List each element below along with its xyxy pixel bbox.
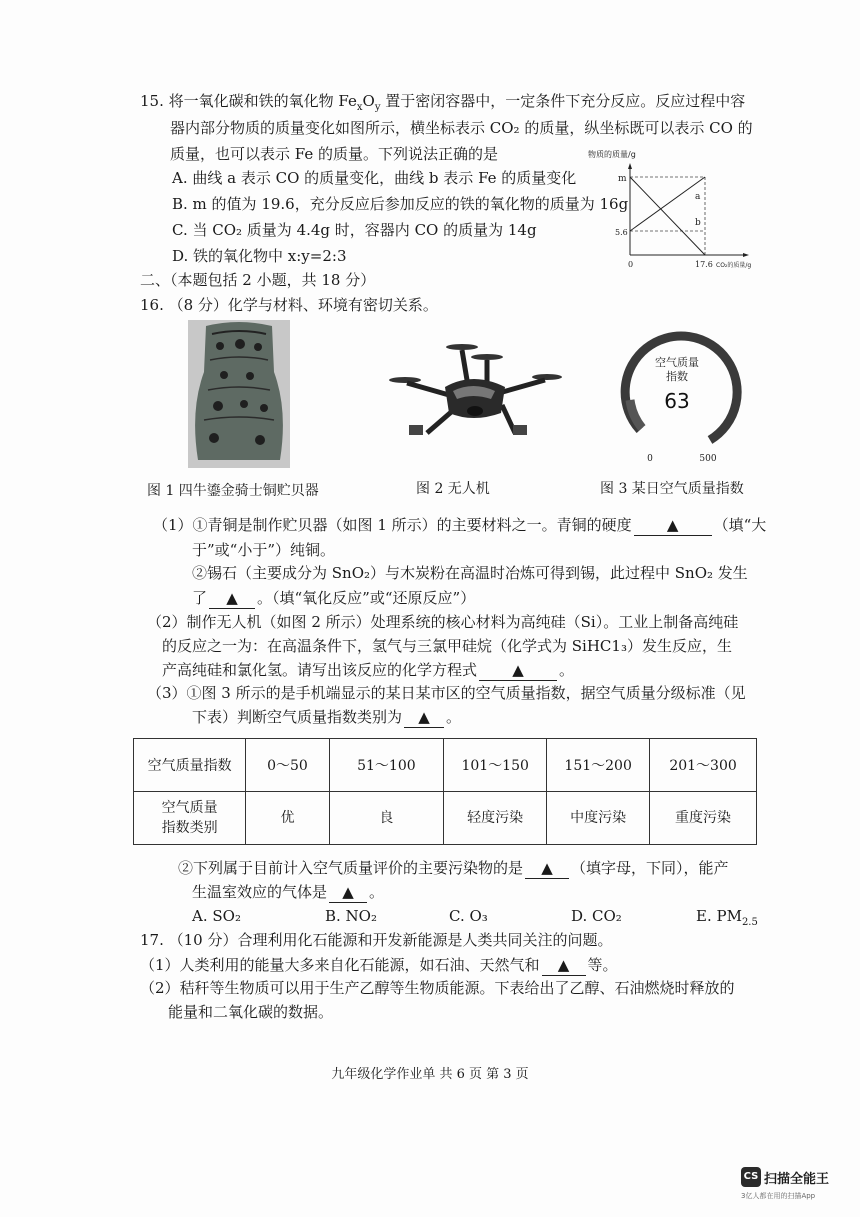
section-2-heading: 二、（本题包括 2 小题，共 18 分） (140, 271, 376, 289)
aqi-category-cell: 重度污染 (650, 792, 757, 845)
curve-a (630, 177, 705, 231)
aqi-header-cell: 101～150 (444, 739, 547, 792)
q16-3-line2: 下表）判断空气质量指数类别为 ▲ 。 (192, 708, 462, 726)
scanner-name: 扫描全能王 (764, 1171, 830, 1187)
q17-2-line2: 能量和二氧化碳的数据。 (168, 1003, 334, 1021)
aqi-gauge (612, 330, 742, 465)
q16-2-line2: 的反应之一为：在高温条件下，氢气与三氯甲硅烷（化学式为 SiHC1₃）发生反应，生 (162, 637, 732, 655)
q15-option-d: D. 铁的氧化物中 x:y=2:3 (172, 247, 347, 265)
bronze-vessel-image (188, 320, 290, 468)
q17-1-line: （1）人类利用的能量大多来自化石能源，如石油、天然气和 ▲ 等。 (140, 956, 618, 974)
aqi-category-cell: 良 (329, 792, 444, 845)
gauge-title-2: 指数 (666, 370, 688, 383)
q16-1-line3: ②锡石（主要成分为 SnO₂）与木炭粉在高温时冶炼可得到锡，此过程中 SnO₂ 发生 (192, 564, 748, 582)
q16-3-line4: 生温室效应的气体是 ▲ 。 (192, 883, 385, 901)
choice-a: A. SO₂ (192, 907, 241, 925)
q16-1-line2: 于”或“小于”）纯铜。 (192, 541, 336, 559)
aqi-header-cell: 空气质量指数 (134, 739, 246, 792)
q16-3-line3: ②下列属于目前计入空气质量评价的主要污染物的是 ▲ （填字母，下同），能产 (178, 859, 729, 877)
q16-3-line1: （3）①图 3 所示的是手机端显示的某日某市区的空气质量指数，据空气质量分级标准（见 (147, 684, 746, 702)
aqi-category-cell: 中度污染 (547, 792, 650, 845)
answer-blank: ▲ (404, 707, 444, 728)
gauge-title-1: 空气质量 (655, 356, 699, 369)
page-footer: 九年级化学作业单 共 6 页 第 3 页 (331, 1067, 529, 1082)
figure-1-caption: 图 1 四牛鎏金骑士铜贮贝器 (147, 483, 319, 499)
choice-b: B. NO₂ (325, 907, 377, 925)
aqi-header-cell: 201～300 (650, 739, 757, 792)
q16-1-line1: （1）①青铜是制作贮贝器（如图 1 所示）的主要材料之一。青铜的硬度 ▲ （填“大 (153, 516, 767, 534)
aqi-table-category-row (134, 792, 757, 845)
label-a: a (695, 192, 701, 202)
q15-line3: 质量，也可以表示 Fe 的质量。下列说法正确的是 (170, 145, 499, 163)
figure-2-caption: 图 2 无人机 (416, 481, 490, 497)
answer-blank: ▲ (634, 515, 712, 536)
answer-blank: ▲ (479, 660, 557, 681)
graph-y-title: 物质的质量/g (588, 150, 636, 159)
aqi-header-cell: 51～100 (329, 739, 444, 792)
curve-b (630, 177, 705, 255)
choice-e: E. $PM_{2.5}$ (696, 907, 758, 928)
q17-2-line1: （2）秸秆等生物质可以用于生产乙醇等生物质能源。下表给出了乙醇、石油燃烧时释放的 (140, 979, 735, 997)
aqi-table-header-row (134, 739, 757, 792)
aqi-category-cell: 优 (246, 792, 329, 845)
q16-title: 16. （8 分）化学与材料、环境有密切关系。 (140, 296, 438, 314)
mass-graph (585, 145, 760, 270)
q17-title: 17. （10 分）合理利用化石能源和开发新能源是人类共同关注的问题。 (140, 931, 613, 949)
aqi-header-cell: 0～50 (246, 739, 329, 792)
aqi-row-label: 空气质量 指数类别 (134, 792, 246, 845)
aqi-table (133, 738, 757, 845)
scanner-logo-icon: CS (741, 1167, 761, 1187)
q15-option-b: B. m 的值为 19.6，充分反应后参加反应的铁的氧化物的质量为 16g (172, 195, 629, 213)
answer-blank: ▲ (542, 955, 586, 976)
gauge-min: 0 (647, 454, 653, 464)
q15-line2: 器内部分物质的质量变化如图所示，横坐标表示 CO₂ 的质量，纵坐标既可以表示 CO 的 (170, 119, 753, 137)
q16-2-line3: 产高纯硅和氯化氢。请写出该反应的化学方程式 ▲ 。 (162, 661, 575, 679)
scanner-tagline: 3亿人都在用的扫描App (741, 1192, 816, 1200)
label-5-6: 5.6 (615, 228, 628, 237)
choice-c: C. O₃ (449, 907, 488, 925)
q15-option-c: C. 当 CO₂ 质量为 4.4g 时，容器内 CO 的质量为 14g (172, 221, 537, 239)
figure-3-caption: 图 3 某日空气质量指数 (600, 481, 744, 497)
scanner-watermark (741, 1167, 830, 1200)
answer-blank: ▲ (209, 588, 255, 609)
label-m: m (618, 174, 627, 184)
aqi-header-cell: 151～200 (547, 739, 650, 792)
q16-2-line1: （2）制作无人机（如图 2 所示）处理系统的核心材料为高纯硅（Si）。工业上制备高纯硅 (147, 613, 739, 631)
choice-d: D. CO₂ (571, 907, 622, 925)
label-17-6: 17.6 (695, 260, 713, 269)
label-origin: 0 (628, 260, 634, 269)
label-b: b (695, 218, 701, 228)
answer-blank: ▲ (329, 882, 367, 903)
drone-image (387, 335, 562, 437)
answer-blank: ▲ (525, 858, 569, 879)
graph-x-title: CO₂的质量/g (716, 262, 752, 269)
q15-option-a: A. 曲线 a 表示 CO 的质量变化，曲线 b 表示 Fe 的质量变化 (172, 169, 577, 187)
q16-1-line4: 了 ▲ 。（填“氧化反应”或“还原反应”） (192, 589, 476, 607)
aqi-category-cell: 轻度污染 (444, 792, 547, 845)
gauge-value: 63 (664, 389, 690, 413)
q15-line1: 15. 将一氧化碳和铁的氧化物 $Fe_xO_y$ 置于密闭容器中，一定条件下充分反应。反应过程中容 (140, 92, 746, 113)
gauge-max: 500 (699, 454, 717, 464)
